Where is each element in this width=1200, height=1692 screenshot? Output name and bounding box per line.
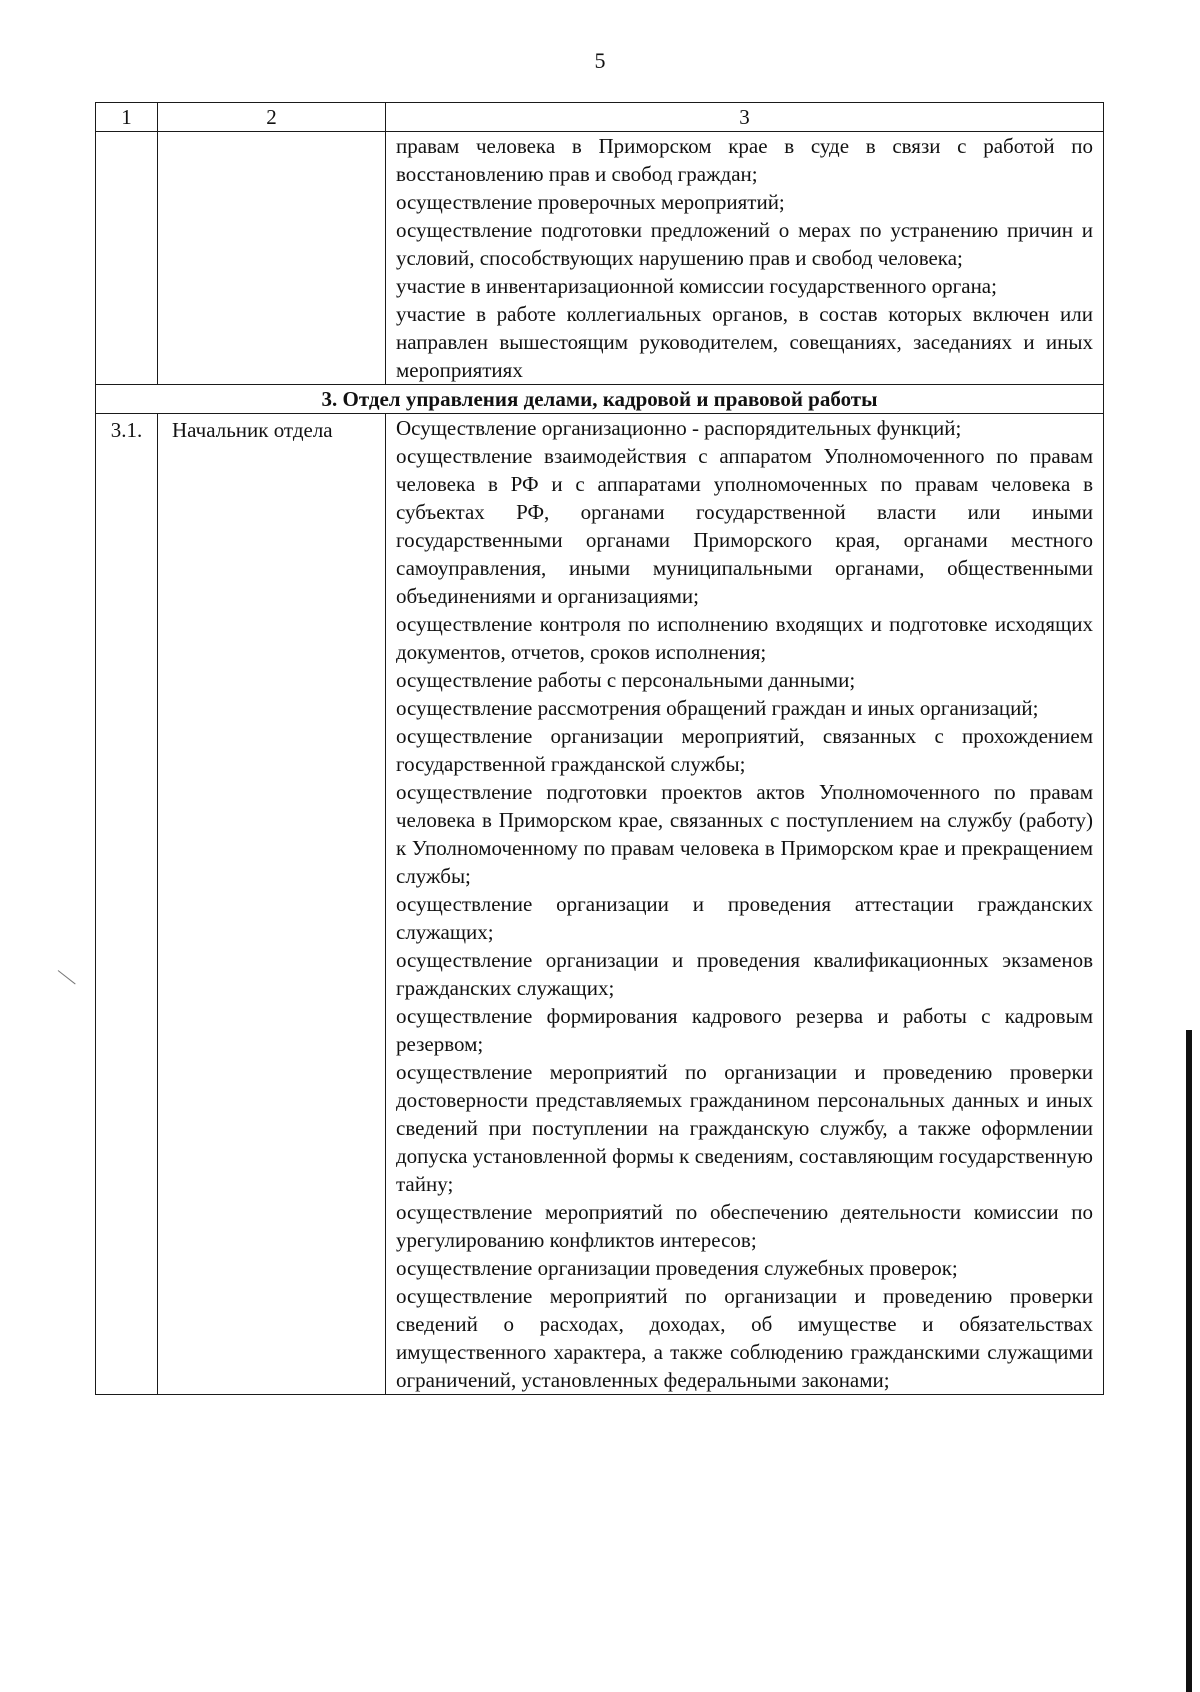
column-header: 3 — [386, 103, 1104, 132]
duty-item: Осуществление организационно - распорядительных функций; — [396, 416, 962, 440]
duty-item: осуществление организации и проведения квалификационных экзаменов гражданских служащих; — [396, 948, 1093, 1000]
position-cell — [158, 132, 386, 385]
table-row — [96, 132, 1104, 385]
position-title: Начальник отдела — [158, 414, 386, 1395]
duties-cell — [386, 132, 1104, 385]
duties-table — [95, 102, 1104, 1395]
section-title-row — [96, 385, 1104, 414]
scan-edge-bar — [1186, 1030, 1192, 1692]
duty-item: осуществление взаимодействия с аппаратом Уполномоченного по правам человека в РФ и с аппаратами уполномоченных по правам человека в субъектах РФ, органами государственной власти или иными государственными органами Приморского края, органами местного самоуправления, иными муниципальными органами, общественными объединениями и организациями; — [396, 444, 1093, 608]
duty-item: осуществление работы с персональными данными; — [396, 668, 856, 692]
number-cell — [96, 132, 158, 385]
duty-item: осуществление мероприятий по обеспечению деятельности комиссии по урегулированию конфликтов интересов; — [396, 1200, 1093, 1252]
duties-cell — [386, 414, 1104, 1395]
duty-item: осуществление организации и проведения аттестации гражданских служащих; — [396, 892, 1093, 944]
duty-item: осуществление рассмотрения обращений граждан и иных организаций; — [396, 696, 1039, 720]
duty-item: осуществление мероприятий по организации и проведению проверки достоверности представляемых гражданином персональных данных и иных сведений при поступлении на гражданскую службу, а также оформлении допуска установленной формы к сведениям, составляющим государственную тайну; — [396, 1060, 1093, 1196]
duty-item: осуществление контроля по исполнению входящих и подготовке исходящих документов, отчетов, сроков исполнения; — [396, 612, 1093, 664]
section-title: 3. Отдел управления делами, кадровой и правовой работы — [96, 385, 1104, 414]
scan-mark — [58, 970, 76, 984]
duty-item: осуществление формирования кадрового резерва и работы с кадровым резервом; — [396, 1004, 1093, 1056]
duty-item: участие в работе коллегиальных органов, в состав которых включен или направлен вышестоящим руководителем, совещаниях, заседаниях и иных мероприятиях — [396, 302, 1093, 382]
duty-item: правам человека в Приморском крае в суде в связи с работой по восстановлению прав и свобод граждан; — [396, 134, 1093, 186]
table-header-row — [96, 103, 1104, 132]
duty-item: осуществление организации проведения служебных проверок; — [396, 1256, 958, 1280]
table-row — [96, 414, 1104, 1395]
duty-item: осуществление организации мероприятий, связанных с прохождением государственной гражданской службы; — [396, 724, 1093, 776]
row-number: 3.1. — [96, 414, 158, 1395]
page-number: 5 — [594, 48, 606, 73]
column-header: 1 — [96, 103, 158, 132]
duty-item: участие в инвентаризационной комиссии государственного органа; — [396, 274, 997, 298]
duty-item: осуществление мероприятий по организации и проведению проверки сведений о расходах, доходах, об имуществе и обязательствах имущественного характера, а также соблюдению гражданскими служащими ограничений, установленных федеральными законами; — [396, 1284, 1093, 1392]
duty-item: осуществление подготовки проектов актов Уполномоченного по правам человека в Приморском крае, связанных с поступлением на службу (работу) к Уполномоченному по правам человека в Приморском крае и прекращением службы; — [396, 780, 1093, 888]
column-header: 2 — [158, 103, 386, 132]
duty-item: осуществление проверочных мероприятий; — [396, 190, 785, 214]
duty-item: осуществление подготовки предложений о мерах по устранению причин и условий, способствующих нарушению прав и свобод человека; — [396, 218, 1093, 270]
